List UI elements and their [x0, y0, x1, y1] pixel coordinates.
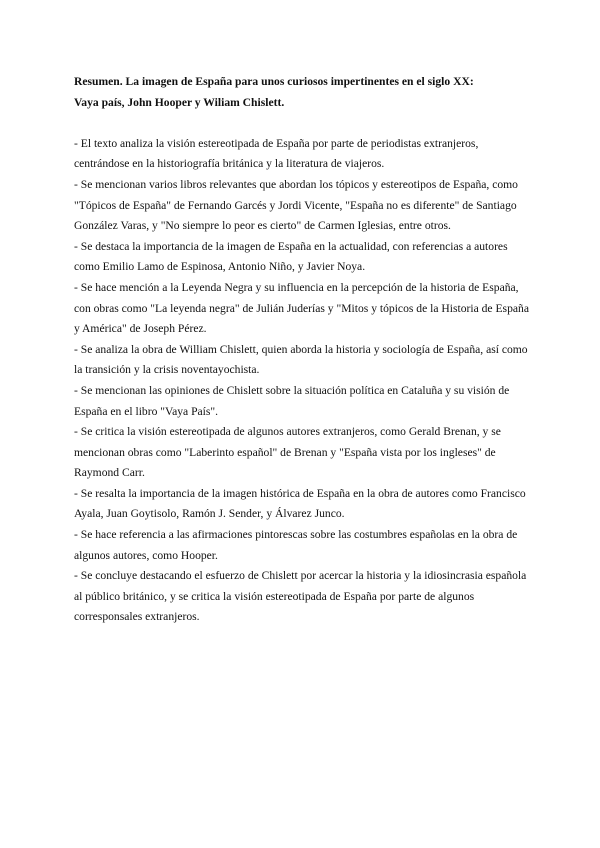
- bullet-item: - El texto analiza la visión estereotipada de España por parte de periodistas extranjeros, centrándose en la historiografía británica y la literatura de viajeros.: [74, 136, 479, 171]
- title-spacer: [74, 113, 534, 134]
- bullet-item: - Se hace referencia a las afirmaciones pintorescas sobre las costumbres españolas en la obra de algunos autores, como Hooper.: [74, 528, 518, 562]
- document-title-line-1: Resumen. La imagen de España para unos curiosos impertinentes en el siglo XX:: [74, 75, 474, 88]
- document-body: [74, 72, 534, 628]
- bullet-item: - Se mencionan varios libros relevantes que abordan los tópicos y estereotipos de España, como "Tópicos de España" de Fernando Garcés y Jordi Vicente, "España no es diferente" de Santiago González Varas, y "No siempre lo peor es cierto" de Carmen Iglesias, entre otros.: [74, 177, 518, 233]
- bullet-item: - Se analiza la obra de William Chislett, quien aborda la historia y sociología de España, así como la transición y la crisis noventayochista.: [74, 342, 528, 377]
- bullet-item: - Se resalta la importancia de la imagen histórica de España en la obra de autores como Francisco Ayala, Juan Goytisolo, Ramón J. Sender, y Álvarez Junco.: [74, 486, 526, 521]
- bullet-item: - Se concluye destacando el esfuerzo de Chislett por acercar la historia y la idiosincrasia española al público británico, y se critica la visión estereotipada de España por parte de algunos corresponsales extranjeros.: [74, 569, 527, 624]
- bullet-item: - Se mencionan las opiniones de Chislett sobre la situación política en Cataluña y su visión de España en el libro "Vaya País".: [74, 383, 510, 418]
- bullet-item: - Se hace mención a la Leyenda Negra y su influencia en la percepción de la historia de España, con obras como "La leyenda negra" de Julián Juderías y "Mitos y tópicos de la Historia de España y América" de Joseph Pérez.: [74, 280, 529, 336]
- bullet-item: - Se critica la visión estereotipada de algunos autores extranjeros, como Gerald Brenan, y se mencionan obras como "Laberinto español" de Brenan y "España vista por los ingleses" de Raymond Carr.: [74, 425, 501, 480]
- document-title-line-2: Vaya país, John Hooper y Wiliam Chislett.: [74, 95, 285, 109]
- document-title: [74, 72, 534, 113]
- bullet-item: - Se destaca la importancia de la imagen de España en la actualidad, con referencias a autores como Emilio Lamo de Espinosa, Antonio Niño, y Javier Noya.: [74, 239, 508, 274]
